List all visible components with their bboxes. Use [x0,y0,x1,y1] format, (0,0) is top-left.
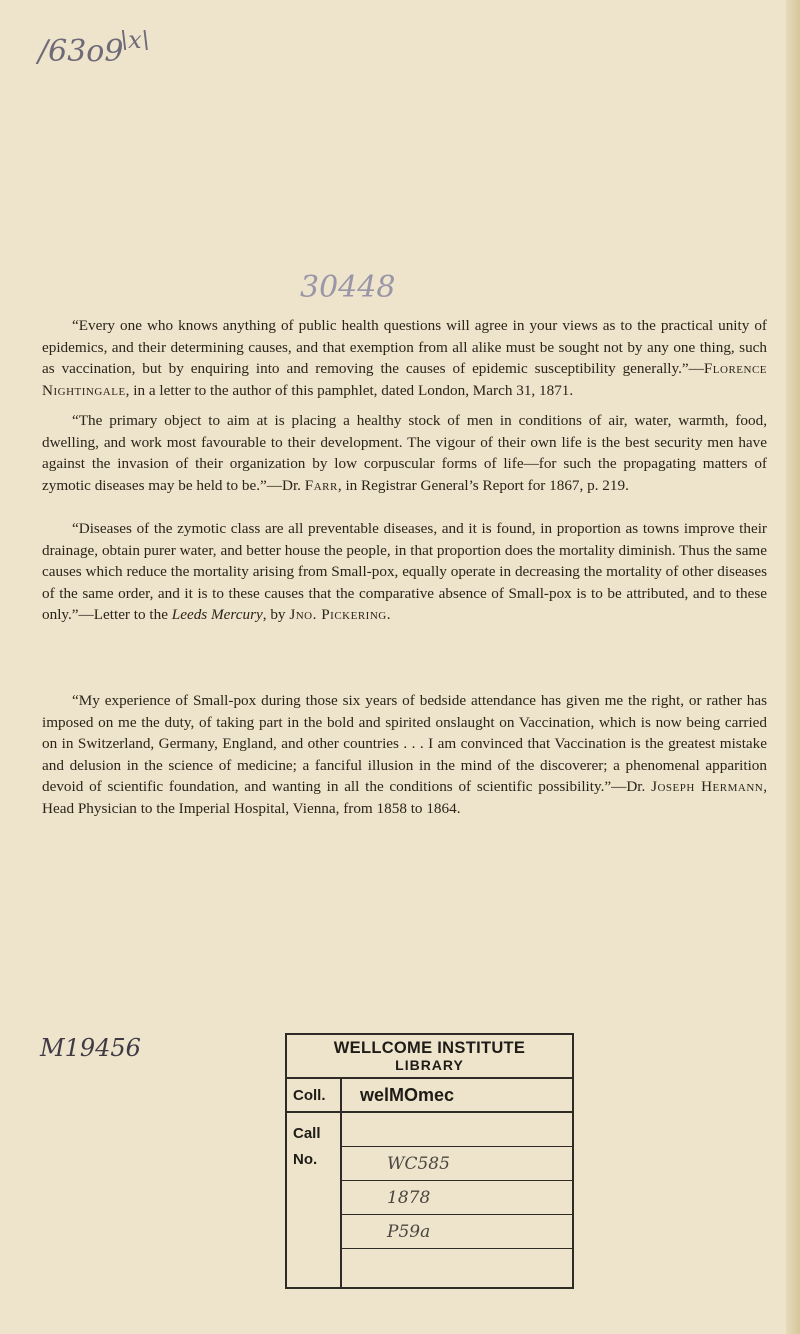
stamp-grid [287,1079,572,1287]
quote-author: Joseph Hermann [651,778,764,796]
quote-farr: “The primary object to aim at is placing a healthy stock of men in conditions of air, water, warmth, food, dwelling, and work most favourable to their development. The vigour of their own life is the best security men have against the invasion of their organization by low corpuscular forms of life—for such the propagating matters of zymotic diseases may be held to be.”—Dr. Farr, in Registrar General’s Report for 1867, p. 219. [42,412,767,494]
page-edge [786,0,800,1334]
handwritten-mark: 30448 [300,270,396,305]
quote-nightingale: “Every one who knows anything of public health questions will agree in your views as to the practical unity of epidemics, and their determining causes, and that exemption from all alike must be sought not by any one thing, such as vaccination, but by enquiring into and removing the causes of epidemic susceptibility generally.”—Florence Nightingale, in a letter to the author of this pamphlet, dated London, March 31, 1871. [42,317,767,399]
stamp-title: WELLCOME INSTITUTE [333,1039,526,1057]
handwritten-accession-number: M19456 [40,1034,141,1062]
quote-author: Farr [304,476,338,494]
call-value-1 [342,1113,572,1147]
call-value-3: 1878 [342,1181,572,1215]
coll-value: welMOmec [342,1079,572,1113]
value-column [342,1079,572,1287]
handwritten-marks: \x\ [120,26,150,54]
stamp-subtitle: LIBRARY [395,1057,464,1073]
coll-label: Coll. [287,1079,340,1113]
stamp-header [287,1035,572,1079]
newspaper-title: Leeds Mercury [171,606,263,624]
quote-author: Jno. Pickering [289,606,387,624]
no-label: No. [293,1151,318,1168]
call-label: Call [293,1125,321,1142]
quote-hermann: “My experience of Small-pox during those six years of bedside attendance has given me the right, or rather has imposed on me the duty, of taking part in the bold and spirited onslaught on Vaccination, which is now being carried on in Switzerland, Germany, England, and other countries . . . I am convinced that Vaccination is the greatest mistake and delusion in the science of medicine; a fanciful illusion in the mind of the discoverer; a phenomenal apparition devoid of scientific foundation, and wanting in all the conditions of scientific possibility.”—Dr. Joseph Hermann, Head Physician to the Imperial Hospital, Vienna, from 1858 to 1864. [42,692,768,817]
handwritten-number: /63o9 [38,34,124,69]
call-value-2: WC585 [342,1147,572,1181]
quote-pickering: “Diseases of the zymotic class are all preventable diseases, and it is found, in proportion as towns improve their drainage, obtain purer water, and better house the people, in that proportion does the mortality diminish. Thus the same causes which reduce the mortality arising from Small-pox, equally operate in decreasing the mortality of other diseases of the same order, and it is to these causes that the comparative absence of Small-pox is to be attributed, and to these only.”—Letter to the Leeds Mercury, by Jno. Pickering. [42,520,767,624]
call-value-5 [342,1249,572,1287]
library-stamp [285,1033,574,1289]
label-column [287,1079,342,1287]
call-no-label [287,1113,340,1179]
quote-author: Florence Nightingale [42,360,767,399]
call-value-4: P59a [342,1215,572,1249]
